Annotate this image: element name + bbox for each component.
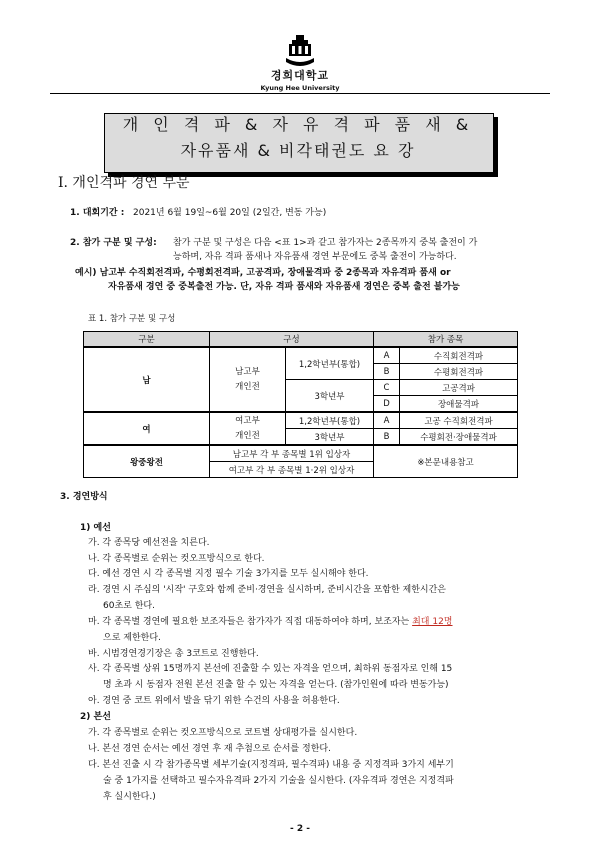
event-name: 장애물격파 <box>400 396 518 413</box>
final-da-line2: 술 중 1가지를 선택하고 필수자유격파 2가지 기술을 실시한다. (자유격파 경연은 지정격파 <box>103 776 454 786</box>
table-row <box>84 347 518 364</box>
male-group: 남고부 개인전 <box>210 347 286 412</box>
final-da-line3: 후 실시한다.) <box>103 792 156 802</box>
champion-note: ※본문내용참고 <box>374 445 518 478</box>
female-grade12: 1,2학년부(통합) <box>286 412 374 429</box>
item2-line2: 능하며, 자유 격파 품새나 자유품새 경연 부문에도 중복 출전이 가능하다. <box>173 252 457 262</box>
table-caption: 표 1. 참가 구분 및 구성 <box>88 314 176 324</box>
male-label: 남 <box>84 347 210 412</box>
header-divider <box>50 93 550 94</box>
item2-example-line2: 자유품새 경연 중 중복출전 가능. 단, 자유 격파 품새와 자유품새 경연은 중복 출전 불가능 <box>108 282 460 292</box>
male-grade12: 1,2학년부(통합) <box>286 347 374 380</box>
page-number: - 2 - <box>290 824 310 834</box>
item2-line1: 참가 구분 및 구성은 다음 <표 1>과 같고 참가자는 2종목까지 중복 출전이 가 <box>173 238 478 248</box>
table-row <box>84 412 518 429</box>
prelim-heading: 1) 예선 <box>80 523 111 533</box>
header-composition: 구성 <box>210 332 374 348</box>
item2-label: 2. 참가 구분 및 구성: <box>70 238 157 248</box>
header-category: 구분 <box>84 332 210 348</box>
final-da-line1: 다. 본선 진출 시 각 참가종목별 세부기술(지정격파, 필수격파) 내용 중 지정격파 3가지 세부기 <box>88 760 454 770</box>
event-code: A <box>374 412 400 429</box>
champion-row2: 여고부 각 부 종목별 1·2위 입상자 <box>210 462 374 478</box>
prelim-ba: 바. 시범경연경기장은 총 3코트로 진행한다. <box>88 649 259 659</box>
event-name: 수평회전·장애물격파 <box>400 429 518 446</box>
final-heading: 2) 본선 <box>80 712 111 722</box>
participation-table <box>83 331 518 478</box>
female-group: 여고부 개인전 <box>210 412 286 445</box>
event-code: A <box>374 347 400 364</box>
prelim-sa-line2: 명 초과 시 동점자 전원 본선 진출 할 수 있는 자격을 얻는다. (참가인원에 따라 변동가능) <box>103 680 449 690</box>
prelim-da: 다. 예선 경연 시 각 종목별 지정 필수 기술 3가지를 모두 실시해야 한다. <box>88 569 369 579</box>
title-line-1: 개 인 격 파 & 자 유 격 파 품 새 & <box>122 115 474 134</box>
champion-row1: 남고부 각 부 종목별 1위 입상자 <box>210 445 374 462</box>
section-heading: Ⅰ. 개인격파 경연 부문 <box>58 175 190 191</box>
final-na: 나. 본선 경연 순서는 예선 경연 후 재 추첨으로 순서를 정한다. <box>88 744 331 754</box>
prelim-ra-line2: 60초로 한다. <box>103 601 155 611</box>
title-line-2: 자유품새 & 비각태권도 요 강 <box>180 141 416 160</box>
table-header-row <box>84 332 518 348</box>
prelim-ra-line1: 라. 경연 시 주심의 '시작' 구호와 함께 준비·경연을 실시하며, 준비시간을 포함한 제한시간은 <box>88 585 446 595</box>
male-grade3: 3학년부 <box>286 380 374 413</box>
event-code: B <box>374 429 400 446</box>
prelim-a: 아. 경연 중 코트 위에서 발을 닦기 위한 수건의 사용을 허용한다. <box>88 696 340 706</box>
final-ga: 가. 각 종목별로 순위는 컷오프방식으로 코트별 상대평가를 실시한다. <box>88 728 358 738</box>
event-name: 고공격파 <box>400 380 518 396</box>
university-seal-icon <box>285 34 315 70</box>
event-name: 수직회전격파 <box>400 347 518 364</box>
female-label: 여 <box>84 412 210 445</box>
prelim-ma-line1: 마. 각 종목별 경연에 필요한 보조자들은 참가자가 직접 대동하여야 하며, 보조자는 최대 12명 <box>88 617 453 627</box>
prelim-sa-line1: 사. 각 종목별 상위 15명까지 본선에 진출할 수 있는 자격을 얻으며, 최하위 동점자로 인해 15 <box>88 664 453 674</box>
prelim-ga: 가. 각 종목당 예선전을 치른다. <box>88 538 210 548</box>
item2-example-line1: 예시) 남고부 수직회전격파, 수평회전격파, 고공격파, 장애물격파 중 2종목과 자유격파 품새 or <box>75 268 451 278</box>
prelim-na: 나. 각 종목별로 순위는 컷오프방식으로 한다. <box>88 554 265 564</box>
item3-label: 3. 경연방식 <box>60 492 108 502</box>
item1-label: 1. 대회기간 : <box>70 208 125 218</box>
university-name-ko: 경희대학교 <box>270 69 330 82</box>
event-name: 고공 수직회전격파 <box>400 412 518 429</box>
event-code: C <box>374 380 400 396</box>
event-code: B <box>374 364 400 380</box>
max-assistants-highlight: 최대 12명 <box>412 617 453 627</box>
champion-label: 왕중왕전 <box>84 445 210 478</box>
university-name-en: Kyung Hee University <box>260 84 340 92</box>
table-row <box>84 445 518 462</box>
event-code: D <box>374 396 400 413</box>
header-events: 참가 종목 <box>374 332 518 348</box>
female-grade3: 3학년부 <box>286 429 374 446</box>
prelim-ma-line2: 으로 제한한다. <box>103 633 161 643</box>
item1-text: 2021년 6월 19일~6월 20일 (2일간, 변동 가능) <box>133 208 327 218</box>
event-name: 수평회전격파 <box>400 364 518 380</box>
